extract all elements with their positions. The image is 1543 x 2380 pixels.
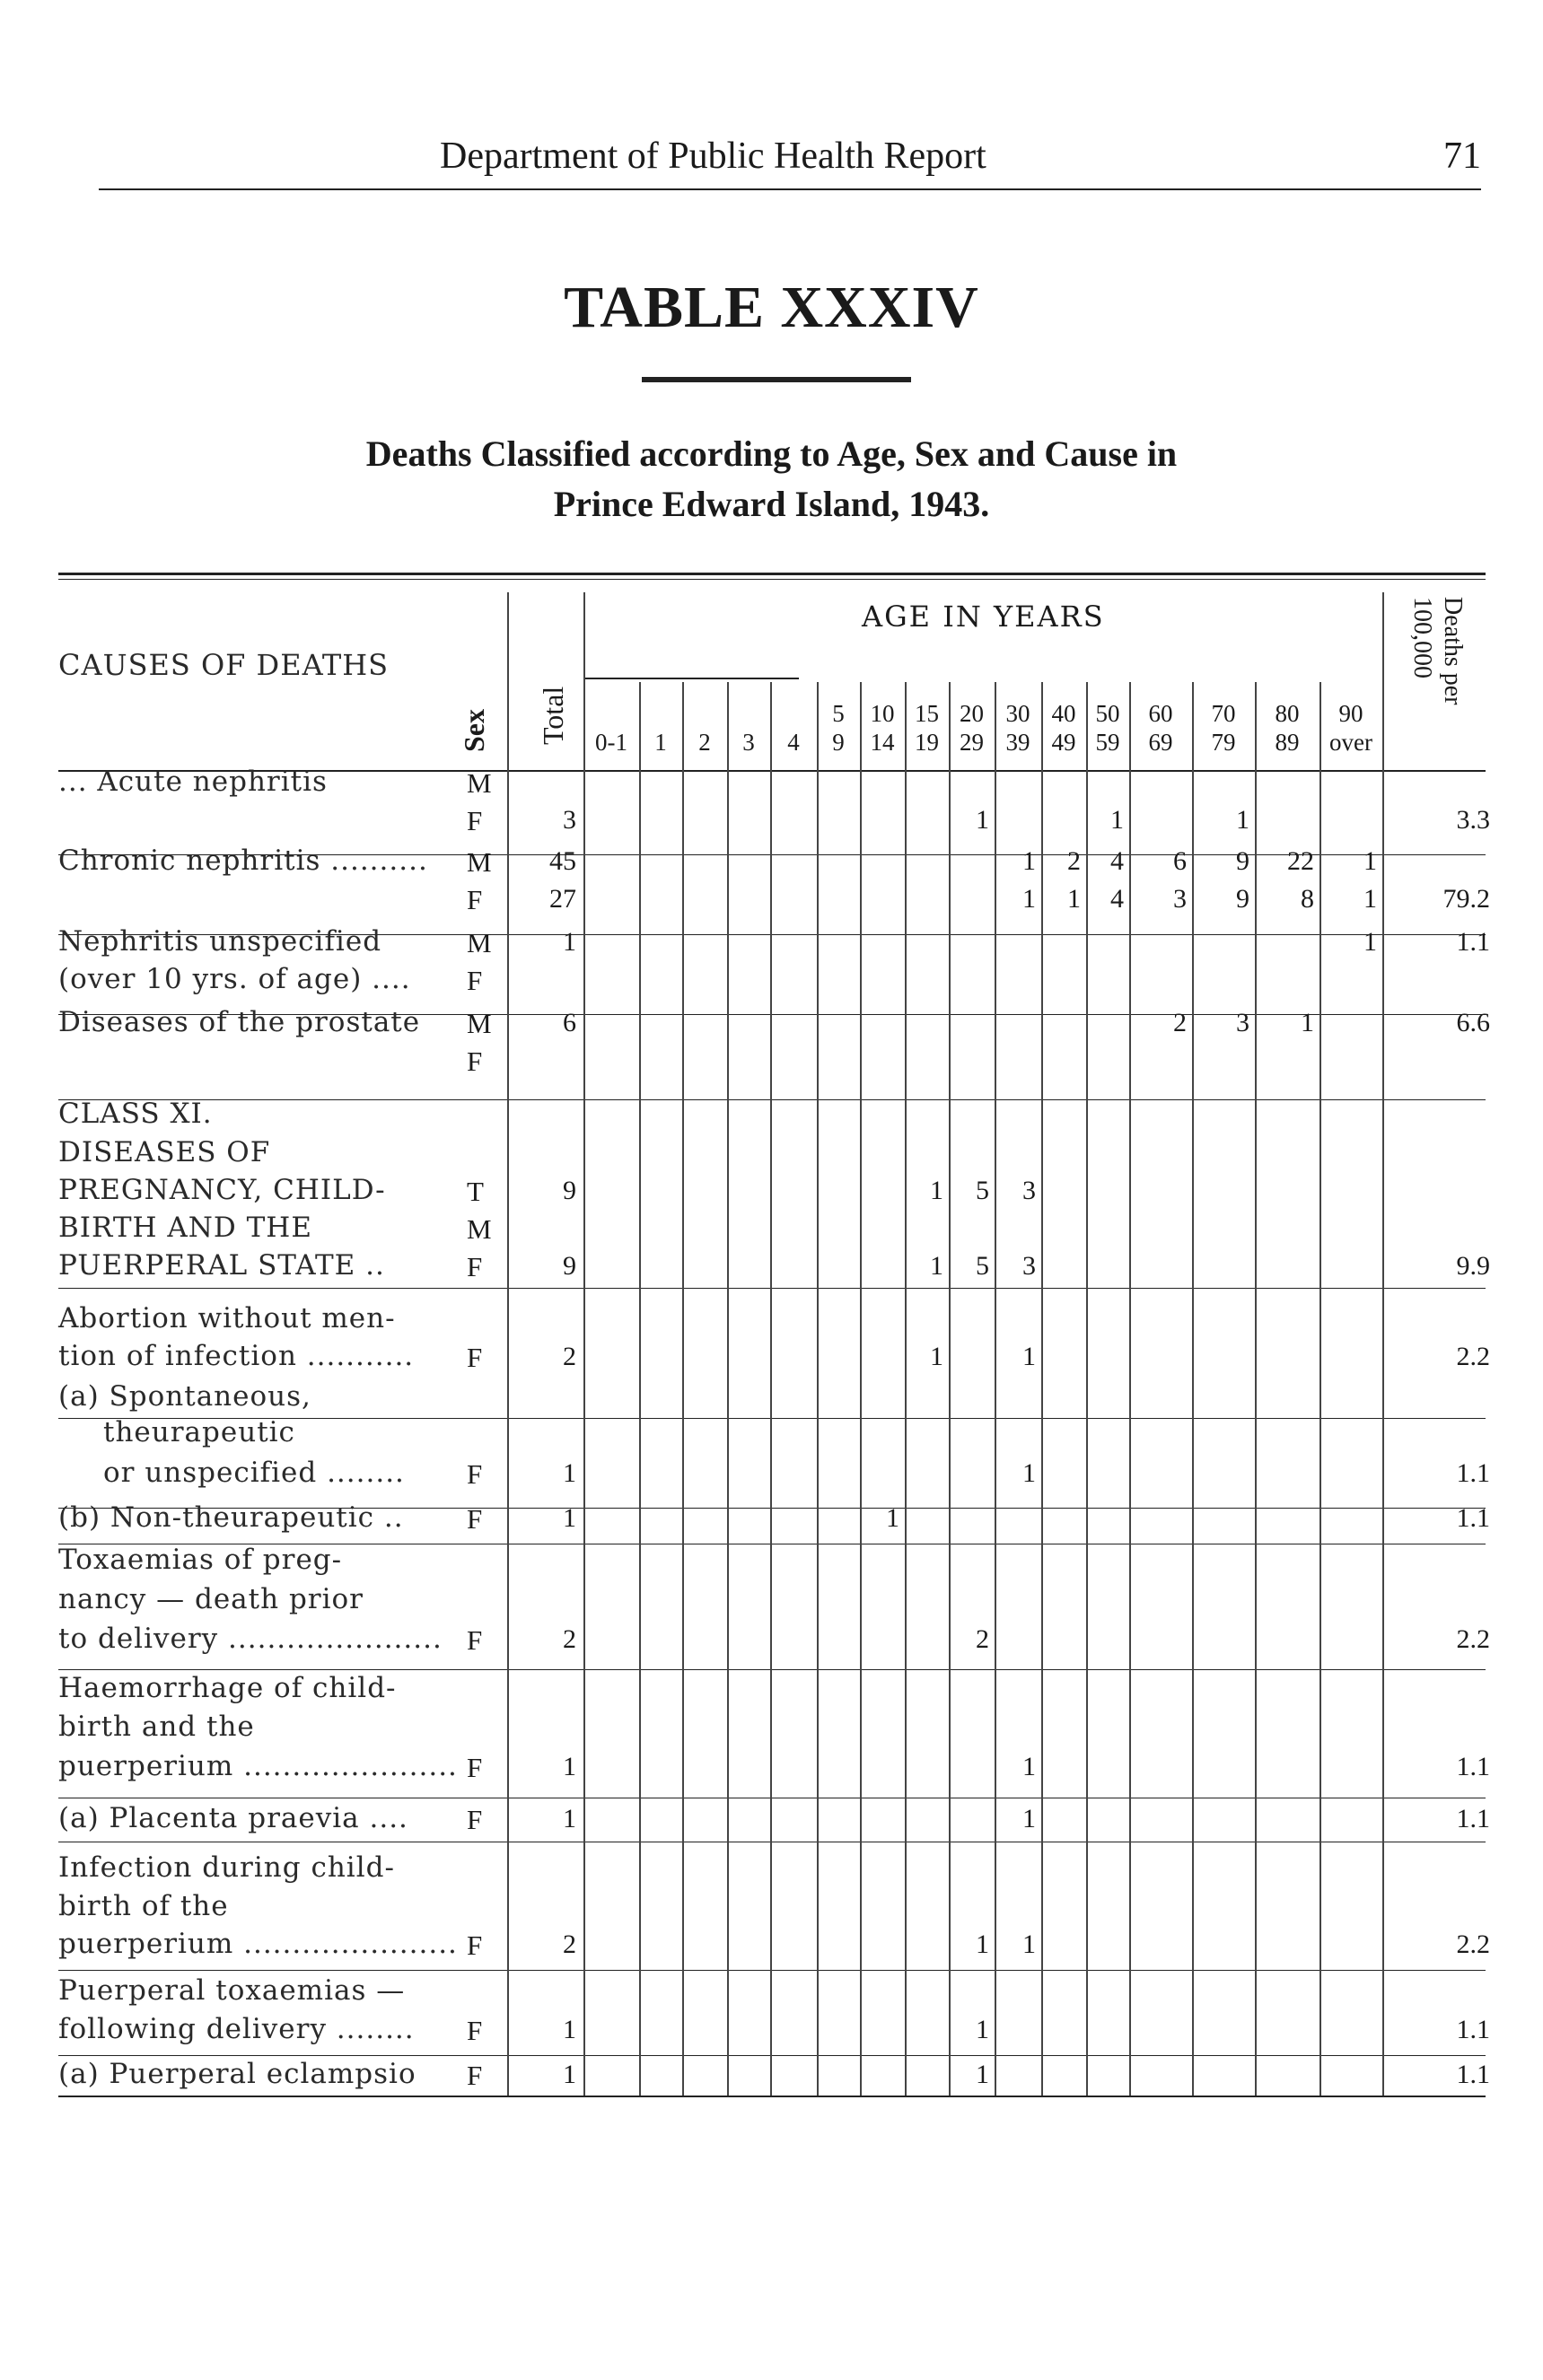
age-bracket-label: 69 [1148,729,1173,756]
total-cell: 9 [563,1176,576,1205]
sex-cell: M [467,927,492,958]
cause-label: Puerperal toxaemias — [58,1974,406,2007]
age-cell: 1 [1022,1342,1036,1371]
cause-label: (a) Placenta praevia .... [58,1802,408,1834]
sex-cell: M [467,846,492,878]
age-bracket-label: 39 [1005,729,1030,756]
age-cell: 1 [1022,1929,1036,1959]
rate-cell: 1.1 [1456,2060,1490,2089]
cause-label: Infection during child- [58,1851,395,1884]
age-bracket-label: 9 [832,729,845,756]
age-cell: 9 [1236,884,1249,914]
cause-label: CLASS XI. [58,1098,213,1130]
total-cell: 1 [563,2060,576,2089]
table-rule [583,678,799,679]
cause-label: puerperium ...................... [58,1750,458,1782]
cause-label: nancy — death prior [58,1583,364,1615]
age-cell: 2 [1173,1008,1187,1037]
cause-label: Toxaemias of preg- [58,1544,343,1576]
column-rule [1255,682,1257,2096]
age-bracket-label: 19 [915,729,939,756]
rate-cell: 2.2 [1456,1624,1490,1654]
table-rule [58,2055,1486,2056]
sex-header: Sex [458,709,490,752]
cause-label: (over 10 yrs. of age) .... [58,963,411,995]
rate-cell: 1.1 [1456,1458,1490,1488]
table-rule [58,1099,1486,1100]
rate-cell: 9.9 [1456,1251,1490,1281]
rate-cell: 79.2 [1442,884,1490,914]
age-cell: 3 [1022,1251,1036,1281]
column-rule [682,682,684,2096]
total-cell: 1 [563,927,576,957]
age-bracket-label: over [1329,729,1372,756]
age-cell: 1 [1301,1008,1314,1037]
total-cell: 1 [563,2015,576,2044]
total-cell: 45 [549,846,576,876]
cause-label: to delivery ...................... [58,1623,443,1655]
cause-label: puerperium ...................... [58,1928,458,1960]
rate-header [1407,597,1468,776]
age-bracket-label: 40 [1051,700,1076,727]
age-cell: 1 [930,1251,943,1281]
age-bracket-label: 49 [1051,729,1076,756]
total-cell: 2 [563,1624,576,1654]
column-rule [905,682,907,2096]
age-bracket-label: 4 [787,729,800,756]
age-bracket-label: 70 [1211,700,1236,727]
sex-cell: F [467,2015,483,2046]
age-bracket-label: 5 [832,700,845,727]
rate-cell: 3.3 [1456,805,1490,835]
age-bracket-label: 3 [742,729,755,756]
rate-cell: 6.6 [1456,1008,1490,1037]
column-rule [817,682,819,2096]
rate-cell: 2.2 [1456,1342,1490,1371]
age-bracket-label: 60 [1148,700,1173,727]
age-cell: 1 [886,1503,899,1533]
age-cell: 5 [976,1251,989,1281]
sex-cell: F [467,884,483,915]
age-bracket-label: 79 [1211,729,1236,756]
column-rule [949,682,951,2096]
sex-cell: F [467,1503,483,1535]
age-bracket-label: 2 [698,729,711,756]
age-cell: 1 [976,2015,989,2044]
cause-label: Chronic nephritis .......... [58,844,428,877]
age-header: AGE IN YEARS [862,599,1105,634]
total-cell: 6 [563,1008,576,1037]
table-title: TABLE XXXIV [564,275,979,340]
age-cell: 1 [1110,805,1124,835]
cause-label: (a) Spontaneous, [58,1380,311,1413]
sex-cell: F [467,1752,483,1783]
cause-label: birth of the [58,1890,229,1922]
column-rule [1192,682,1194,2096]
total-cell: 1 [563,1804,576,1833]
age-bracket-label: 10 [870,700,895,727]
rate-cell: 1.1 [1456,927,1490,957]
cause-label: Nephritis unspecified [58,925,382,958]
age-cell: 1 [1067,884,1081,914]
column-rule [583,592,585,2096]
cause-label: (a) Puerperal eclampsio [58,2058,416,2090]
age-bracket-label: 89 [1275,729,1300,756]
age-bracket-label: 15 [915,700,939,727]
cause-label: theurapeutic [103,1416,295,1448]
rate-header-text: Deaths per 100,000 [1408,597,1467,705]
age-cell: 8 [1301,884,1314,914]
age-cell: 6 [1173,846,1187,876]
age-cell: 3 [1022,1176,1036,1205]
causes-header: CAUSES OF DEATHS [58,648,390,682]
age-cell: 1 [1022,1458,1036,1488]
sex-cell: F [467,1458,483,1490]
cause-label: Diseases of the prostate [58,1006,421,1038]
rate-cell: 1.1 [1456,1804,1490,1833]
sex-cell: M [467,1008,492,1039]
subtitle-line-2: Prince Edward Island, 1943. [553,484,990,524]
table-rule [58,1669,1486,1670]
table-rule [58,1970,1486,1971]
rate-cell: 1.1 [1456,2015,1490,2044]
total-cell: 3 [563,805,576,835]
sex-cell: M [467,767,492,799]
age-bracket-label: 29 [960,729,984,756]
sex-cell: F [467,2060,483,2091]
age-cell: 5 [976,1176,989,1205]
column-rule [1319,682,1321,2096]
cause-label: ... Acute nephritis [58,766,328,798]
total-cell: 1 [563,1752,576,1781]
page-number: 71 [1443,136,1481,177]
total-cell: 2 [563,1342,576,1371]
report-title: Department of Public Health Report [440,136,986,177]
age-cell: 1 [1363,884,1377,914]
column-rule [860,682,862,2096]
age-cell: 1 [976,805,989,835]
column-rule [727,682,729,2096]
age-cell: 4 [1110,846,1124,876]
total-cell: 2 [563,1929,576,1959]
age-cell: 1 [1363,846,1377,876]
total-cell: 27 [549,884,576,914]
sex-cell: F [467,1046,483,1077]
total-cell: 1 [563,1458,576,1488]
age-bracket-label: 59 [1095,729,1120,756]
total-cell: 1 [563,1503,576,1533]
age-cell: 1 [1022,884,1036,914]
age-cell: 1 [976,2060,989,2089]
age-bracket-label: 0-1 [595,729,627,756]
age-cell: 1 [1022,1752,1036,1781]
total-cell: 9 [563,1251,576,1281]
column-rule [639,682,641,2096]
cause-label: BIRTH AND THE [58,1212,312,1244]
sex-cell: F [467,1624,483,1656]
table-rule [58,573,1486,575]
cause-label: following delivery ........ [58,2013,415,2045]
age-cell: 1 [1022,1804,1036,1833]
age-bracket-label: 1 [654,729,667,756]
column-rule [770,682,772,2096]
age-bracket-label: 90 [1338,700,1363,727]
age-cell: 1 [1022,846,1036,876]
age-cell: 4 [1110,884,1124,914]
cause-label: DISEASES OF [58,1136,271,1168]
sex-cell: T [467,1176,484,1207]
cause-label: tion of infection ........... [58,1340,415,1372]
cause-label: (b) Non-theurapeutic .. [58,1501,404,1534]
column-rule [1382,592,1384,2096]
table-rule [58,2096,1486,2097]
cause-label: Haemorrhage of child- [58,1672,397,1704]
column-rule [1129,682,1131,2096]
cause-label: or unspecified ........ [103,1457,405,1489]
sex-cell: F [467,805,483,836]
age-cell: 3 [1236,1008,1249,1037]
age-cell: 22 [1287,846,1314,876]
sex-cell: F [467,1251,483,1282]
age-cell: 2 [1067,846,1081,876]
sex-cell: F [467,1929,483,1961]
table-rule [58,579,1486,580]
sex-cell: F [467,1342,483,1373]
age-cell: 1 [1363,927,1377,957]
sex-cell: F [467,1804,483,1835]
age-cell: 3 [1173,884,1187,914]
table-rule [58,1288,1486,1289]
sex-cell: M [467,1213,492,1245]
cause-label: birth and the [58,1711,255,1743]
rate-cell: 1.1 [1456,1752,1490,1781]
total-header: Total [537,686,569,745]
cause-label: Abortion without men- [58,1302,396,1334]
age-cell: 1 [930,1176,943,1205]
age-cell: 9 [1236,846,1249,876]
age-bracket-label: 14 [870,729,895,756]
rate-cell: 1.1 [1456,1503,1490,1533]
age-bracket-label: 20 [960,700,984,727]
age-bracket-label: 80 [1275,700,1300,727]
cause-label: PUERPERAL STATE .. [58,1249,385,1282]
age-cell: 2 [976,1624,989,1654]
cause-label: PREGNANCY, CHILD- [58,1174,386,1206]
age-cell: 1 [930,1342,943,1371]
sex-cell: F [467,965,483,996]
age-cell: 1 [976,1929,989,1959]
age-cell: 1 [1236,805,1249,835]
subtitle-line-1: Deaths Classified according to Age, Sex and Cause in [365,433,1178,474]
age-bracket-label: 30 [1005,700,1030,727]
rate-cell: 2.2 [1456,1929,1490,1959]
age-bracket-label: 50 [1095,700,1120,727]
column-rule [507,592,509,2096]
